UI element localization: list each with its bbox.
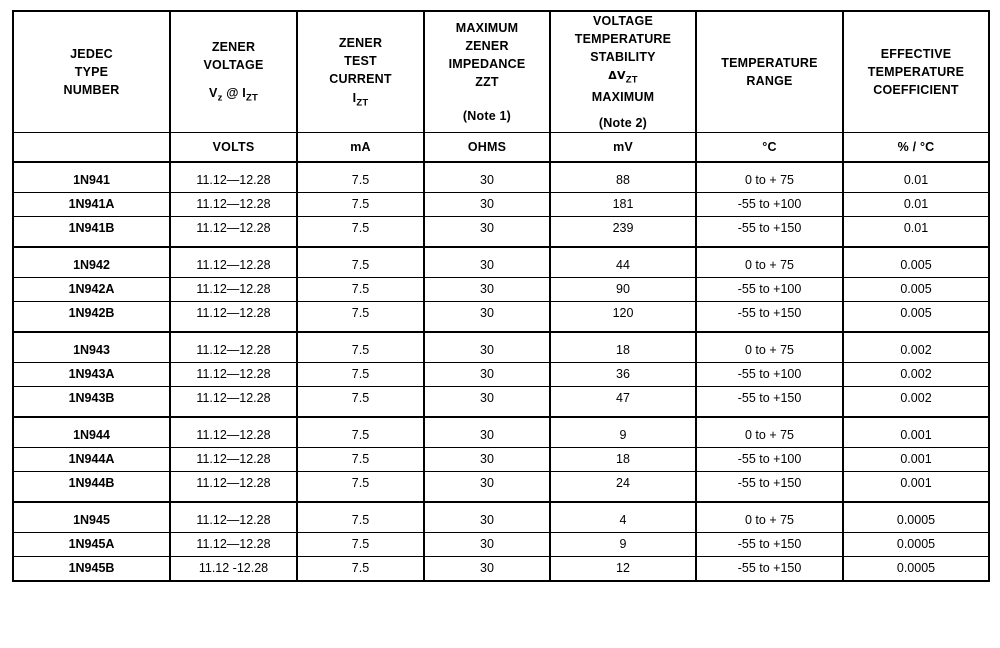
cell-voltage-stability: 9 [550,533,696,557]
cell-jedec-type: 1N942B [13,302,170,333]
header-line: ZENER [338,36,383,51]
header-note-reference: (Note 2) [598,115,648,130]
cell-test-current: 7.5 [297,533,424,557]
cell-temperature-coefficient: 0.001 [843,417,989,448]
cell-temperature-coefficient: 0.0005 [843,533,989,557]
header-line: MAXIMUM [455,20,519,35]
cell-jedec-type: 1N942 [13,247,170,278]
header-line: VOLTAGE [203,58,264,73]
cell-zener-voltage: 11.12—12.28 [170,332,297,363]
cell-zener-impedance: 30 [424,247,550,278]
cell-zener-voltage: 11.12—12.28 [170,387,297,418]
header-line: ZZT [475,75,499,89]
header-zener-voltage [170,11,297,132]
cell-test-current: 7.5 [297,193,424,217]
table-row [13,278,989,302]
cell-jedec-type: 1N944A [13,448,170,472]
cell-zener-voltage: 11.12—12.28 [170,302,297,333]
cell-zener-voltage: 11.12—12.28 [170,502,297,533]
cell-temperature-range: 0 to + 75 [696,417,843,448]
symbol-i-subscript: ZT [356,97,369,108]
cell-test-current: 7.5 [297,387,424,418]
symbol-delta-v: ΔV [608,69,626,83]
header-line: JEDEC [70,46,113,61]
cell-zener-impedance: 30 [424,363,550,387]
cell-voltage-stability: 120 [550,302,696,333]
cell-zener-impedance: 30 [424,193,550,217]
cell-temperature-coefficient: 0.001 [843,472,989,503]
cell-jedec-type: 1N945A [13,533,170,557]
table-row [13,502,989,533]
cell-jedec-type: 1N941B [13,217,170,248]
cell-temperature-range: -55 to +150 [696,472,843,503]
unit-cell-percent-per-celsius: % / °C [843,132,989,162]
cell-zener-impedance: 30 [424,387,550,418]
unit-cell-blank [13,132,170,162]
header-line: TEMPERATURE [574,32,672,47]
unit-cell-mv: mV [550,132,696,162]
cell-test-current: 7.5 [297,247,424,278]
header-symbol-delta-v-zt [551,66,695,87]
cell-zener-voltage: 11.12—12.28 [170,162,297,193]
table-row [13,533,989,557]
cell-temperature-range: -55 to +100 [696,193,843,217]
cell-voltage-stability: 9 [550,417,696,448]
cell-temperature-coefficient: 0.002 [843,387,989,418]
cell-voltage-stability: 12 [550,557,696,582]
table-header [13,11,989,162]
header-line: RANGE [746,73,793,88]
cell-test-current: 7.5 [297,502,424,533]
cell-voltage-stability: 47 [550,387,696,418]
header-line: TEMPERATURE [867,64,965,79]
cell-test-current: 7.5 [297,217,424,248]
header-effective-temperature-coefficient [843,11,989,132]
cell-test-current: 7.5 [297,332,424,363]
header-line: CURRENT [329,72,392,87]
cell-temperature-coefficient: 0.001 [843,448,989,472]
cell-test-current: 7.5 [297,278,424,302]
cell-voltage-stability: 239 [550,217,696,248]
header-line: TEMPERATURE [721,55,818,70]
cell-zener-impedance: 30 [424,302,550,333]
cell-jedec-type: 1N943B [13,387,170,418]
cell-temperature-range: -55 to +100 [696,278,843,302]
cell-temperature-coefficient: 0.0005 [843,502,989,533]
table-row [13,247,989,278]
cell-jedec-type: 1N945B [13,557,170,582]
cell-jedec-type: 1N942A [13,278,170,302]
header-line: ZENER [465,38,509,53]
cell-zener-voltage: 11.12 -12.28 [170,557,297,582]
cell-zener-voltage: 11.12—12.28 [170,472,297,503]
cell-temperature-range: 0 to + 75 [696,162,843,193]
header-jedec-type-number [13,11,170,132]
header-line: TYPE [74,64,109,79]
cell-test-current: 7.5 [297,363,424,387]
table-row [13,217,989,248]
cell-temperature-range: 0 to + 75 [696,332,843,363]
cell-zener-impedance: 30 [424,332,550,363]
table-row [13,162,989,193]
cell-voltage-stability: 181 [550,193,696,217]
header-line: VOLTAGE [593,14,653,28]
cell-test-current: 7.5 [297,448,424,472]
cell-zener-voltage: 11.12—12.28 [170,533,297,557]
cell-zener-impedance: 30 [424,417,550,448]
cell-zener-impedance: 30 [424,472,550,503]
cell-jedec-type: 1N945 [13,502,170,533]
symbol-v: V [209,86,218,101]
cell-voltage-stability: 90 [550,278,696,302]
header-line: TEST [344,54,377,69]
cell-zener-impedance: 30 [424,533,550,557]
symbol-i: I [352,90,357,105]
header-symbol-izt [298,89,423,110]
symbol-i-subscript: ZT [245,92,258,104]
cell-test-current: 7.5 [297,472,424,503]
cell-voltage-stability: 18 [550,332,696,363]
cell-temperature-range: 0 to + 75 [696,247,843,278]
cell-temperature-range: 0 to + 75 [696,502,843,533]
cell-zener-voltage: 11.12—12.28 [170,247,297,278]
header-row [13,11,989,132]
cell-temperature-coefficient: 0.002 [843,332,989,363]
cell-temperature-coefficient: 0.01 [843,193,989,217]
cell-jedec-type: 1N944 [13,417,170,448]
cell-zener-voltage: 11.12—12.28 [170,217,297,248]
cell-temperature-range: -55 to +100 [696,448,843,472]
cell-test-current: 7.5 [297,162,424,193]
table-row [13,363,989,387]
table-row [13,332,989,363]
header-line: COEFFICIENT [873,83,959,97]
table-row [13,417,989,448]
cell-temperature-range: -55 to +150 [696,217,843,248]
symbol-i: I [242,86,246,101]
cell-jedec-type: 1N943A [13,363,170,387]
cell-zener-voltage: 11.12—12.28 [170,193,297,217]
header-zener-test-current [297,11,424,132]
cell-jedec-type: 1N943 [13,332,170,363]
cell-temperature-coefficient: 0.005 [843,302,989,333]
table-body [13,162,989,581]
cell-test-current: 7.5 [297,557,424,582]
cell-temperature-coefficient: 0.0005 [843,557,989,582]
header-line: EFFECTIVE [880,46,952,61]
symbol-v-subscript: z [217,92,223,104]
cell-test-current: 7.5 [297,302,424,333]
table-row [13,387,989,418]
cell-zener-impedance: 30 [424,502,550,533]
cell-temperature-coefficient: 0.005 [843,247,989,278]
cell-temperature-range: -55 to +150 [696,387,843,418]
cell-zener-voltage: 11.12—12.28 [170,448,297,472]
header-line: IMPEDANCE [448,56,526,71]
table-row [13,302,989,333]
unit-cell-ohms: OHMS [424,132,550,162]
cell-voltage-stability: 18 [550,448,696,472]
cell-temperature-coefficient: 0.005 [843,278,989,302]
cell-zener-voltage: 11.12—12.28 [170,417,297,448]
header-maximum-zener-impedance [424,11,550,132]
cell-temperature-coefficient: 0.01 [843,217,989,248]
cell-zener-voltage: 11.12—12.28 [170,278,297,302]
cell-zener-voltage: 11.12—12.28 [170,363,297,387]
cell-jedec-type: 1N944B [13,472,170,503]
cell-test-current: 7.5 [297,417,424,448]
cell-temperature-range: -55 to +150 [696,302,843,333]
header-temperature-range [696,11,843,132]
symbol-delta-subscript: ZT [625,74,638,86]
header-line: NUMBER [63,83,120,97]
cell-zener-impedance: 30 [424,162,550,193]
cell-temperature-coefficient: 0.01 [843,162,989,193]
cell-zener-impedance: 30 [424,448,550,472]
header-line: ZENER [211,40,256,55]
cell-zener-impedance: 30 [424,278,550,302]
cell-voltage-stability: 24 [550,472,696,503]
units-row [13,132,989,162]
table-row [13,193,989,217]
symbol-at: @ [226,86,239,101]
unit-cell-celsius: °C [696,132,843,162]
unit-cell-volts: VOLTS [170,132,297,162]
cell-temperature-range: -55 to +150 [696,557,843,582]
cell-voltage-stability: 88 [550,162,696,193]
cell-zener-impedance: 30 [424,557,550,582]
zener-specifications-table [12,10,990,582]
header-note-reference: (Note 1) [462,109,512,124]
header-line-maximum: MAXIMUM [591,89,655,104]
header-symbol-vz-at-izt [171,84,296,105]
cell-temperature-range: -55 to +150 [696,533,843,557]
cell-temperature-coefficient: 0.002 [843,363,989,387]
table-row [13,448,989,472]
cell-jedec-type: 1N941A [13,193,170,217]
table-row [13,557,989,582]
header-voltage-temperature-stability [550,11,696,132]
unit-cell-ma: mA [297,132,424,162]
table-row [13,472,989,503]
cell-voltage-stability: 44 [550,247,696,278]
header-line: STABILITY [590,50,656,65]
cell-voltage-stability: 4 [550,502,696,533]
cell-zener-impedance: 30 [424,217,550,248]
cell-voltage-stability: 36 [550,363,696,387]
cell-jedec-type: 1N941 [13,162,170,193]
cell-temperature-range: -55 to +100 [696,363,843,387]
